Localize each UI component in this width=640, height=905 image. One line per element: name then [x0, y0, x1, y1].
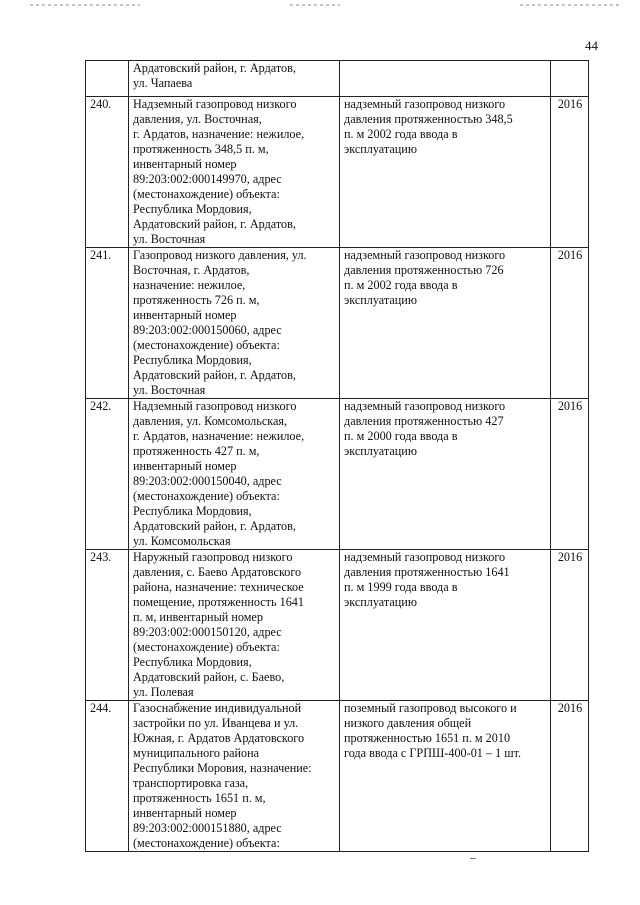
scan-artifact-right: [520, 4, 620, 6]
description-line: (местонахождение) объекта:: [133, 187, 280, 201]
description-line: г. Ардатов, назначение: нежилое,: [133, 127, 305, 141]
year: 2016: [551, 399, 589, 550]
description-line: г. Ардатов, назначение: нежилое,: [133, 429, 305, 443]
description-line: Восточная, г. Ардатов,: [133, 263, 250, 277]
description-line: 89:203:002:000150040, адрес: [133, 474, 282, 488]
description-line: назначение: нежилое,: [133, 278, 246, 292]
description-line: ул. Чапаева: [133, 76, 193, 90]
characteristics-line: года ввода с ГРПШ-400-01 – 1 шт.: [344, 746, 522, 760]
object-description: [129, 550, 340, 701]
description-line: Ардатовский район, г. Ардатов,: [133, 368, 296, 382]
characteristics-line: п. м 1999 года ввода в: [344, 580, 458, 594]
row-number: 242.: [86, 399, 129, 550]
description-line: ул. Комсомольская: [133, 534, 231, 548]
characteristics-line: давления протяженностью 427: [344, 414, 504, 428]
description-line: протяженность 1651 п. м,: [133, 791, 266, 805]
year: 2016: [551, 701, 589, 852]
description-line: Ардатовский район, г. Ардатов,: [133, 217, 296, 231]
table-row: [86, 399, 589, 550]
scan-artifact-center: [290, 4, 340, 6]
characteristics-line: п. м 2002 года ввода в: [344, 127, 458, 141]
description-line: ул. Восточная: [133, 232, 206, 246]
description-line: (местонахождение) объекта:: [133, 640, 280, 654]
description-line: Надземный газопровод низкого: [133, 399, 297, 413]
characteristics-line: давления протяженностью 348,5: [344, 112, 513, 126]
description-line: застройки по ул. Иванцева и ул.: [133, 716, 299, 730]
description-line: 89:203:002:000150120, адрес: [133, 625, 282, 639]
object-characteristics: [340, 97, 551, 248]
description-line: протяженность 427 п. м,: [133, 444, 260, 458]
characteristics-line: надземный газопровод низкого: [344, 550, 506, 564]
table-row: [86, 97, 589, 248]
description-line: Ардатовский район, г. Ардатов,: [133, 61, 296, 75]
description-line: ул. Полевая: [133, 685, 194, 699]
row-number: 240.: [86, 97, 129, 248]
description-line: Республика Мордовия,: [133, 504, 252, 518]
characteristics-line: надземный газопровод низкого: [344, 97, 506, 111]
characteristics-line: давления протяженностью 1641: [344, 565, 510, 579]
description-line: (местонахождение) объекта:: [133, 489, 280, 503]
description-line: протяженность 726 п. м,: [133, 293, 260, 307]
characteristics-line: низкого давления общей: [344, 716, 472, 730]
description-line: инвентарный номер: [133, 806, 237, 820]
table-row: [86, 61, 589, 97]
characteristics-line: эксплуатацию: [344, 293, 417, 307]
object-description: [129, 248, 340, 399]
characteristics-line: эксплуатацию: [344, 444, 417, 458]
object-description: [129, 399, 340, 550]
characteristics-line: эксплуатацию: [344, 142, 417, 156]
description-line: района, назначение: техническое: [133, 580, 304, 594]
description-line: инвентарный номер: [133, 308, 237, 322]
characteristics-line: давления протяженностью 726: [344, 263, 504, 277]
characteristics-line: эксплуатацию: [344, 595, 417, 609]
year: 2016: [551, 248, 589, 399]
object-characteristics: [340, 248, 551, 399]
description-line: муниципального района: [133, 746, 260, 760]
description-line: Газопровод низкого давления, ул.: [133, 248, 307, 262]
description-line: Наружный газопровод низкого: [133, 550, 293, 564]
description-line: инвентарный номер: [133, 459, 237, 473]
characteristics-line: п. м 2000 года ввода в: [344, 429, 458, 443]
characteristics-line: надземный газопровод низкого: [344, 248, 506, 262]
description-line: помещение, протяженность 1641: [133, 595, 304, 609]
characteristics-line: поземный газопровод высокого и: [344, 701, 517, 715]
table-row: [86, 701, 589, 852]
object-characteristics: [340, 550, 551, 701]
scan-artifact-bottom: [470, 858, 476, 859]
page-number: 44: [585, 38, 598, 53]
year: 2016: [551, 550, 589, 701]
characteristics-line: надземный газопровод низкого: [344, 399, 506, 413]
description-line: Республики Моровия, назначение:: [133, 761, 312, 775]
description-line: Газоснабжение индивидуальной: [133, 701, 302, 715]
description-line: 89:203:002:000149970, адрес: [133, 172, 282, 186]
description-line: транспортировка газа,: [133, 776, 249, 790]
description-line: п. м, инвентарный номер: [133, 610, 263, 624]
scan-artifact-left: [30, 4, 140, 6]
table-row: [86, 550, 589, 701]
description-line: (местонахождение) объекта:: [133, 338, 280, 352]
object-characteristics: [340, 399, 551, 550]
description-line: Южная, г. Ардатов Ардатовского: [133, 731, 305, 745]
object-description: [129, 61, 340, 97]
table-row: [86, 248, 589, 399]
property-register-table: [85, 60, 589, 852]
characteristics-line: п. м 2002 года ввода в: [344, 278, 458, 292]
row-number: 243.: [86, 550, 129, 701]
row-number: 241.: [86, 248, 129, 399]
description-line: Надземный газопровод низкого: [133, 97, 297, 111]
description-line: (местонахождение) объекта:: [133, 836, 280, 850]
year: 2016: [551, 97, 589, 248]
description-line: 89:203:002:000151880, адрес: [133, 821, 282, 835]
row-number: 244.: [86, 701, 129, 852]
description-line: давления, ул. Комсомольская,: [133, 414, 288, 428]
year: [551, 61, 589, 97]
characteristics-line: протяженностью 1651 п. м 2010: [344, 731, 511, 745]
description-line: Республика Мордовия,: [133, 353, 252, 367]
description-line: инвентарный номер: [133, 157, 237, 171]
description-line: Ардатовский район, с. Баево,: [133, 670, 285, 684]
object-characteristics: [340, 701, 551, 852]
description-line: давления, ул. Восточная,: [133, 112, 262, 126]
description-line: 89:203:002:000150060, адрес: [133, 323, 282, 337]
object-description: [129, 97, 340, 248]
object-description: [129, 701, 340, 852]
row-number: [86, 61, 129, 97]
description-line: ул. Восточная: [133, 383, 206, 397]
description-line: протяженность 348,5 п. м,: [133, 142, 269, 156]
description-line: давления, с. Баево Ардатовского: [133, 565, 302, 579]
description-line: Республика Мордовия,: [133, 655, 252, 669]
object-characteristics: [340, 61, 551, 97]
description-line: Ардатовский район, г. Ардатов,: [133, 519, 296, 533]
description-line: Республика Мордовия,: [133, 202, 252, 216]
